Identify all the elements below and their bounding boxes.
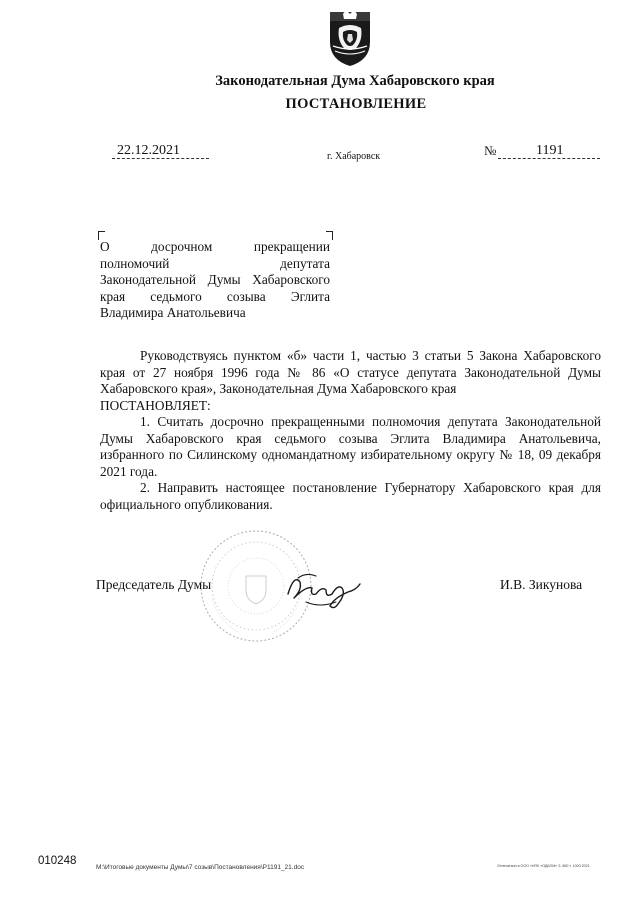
document-number: 1191 bbox=[536, 143, 564, 158]
subject-word: Владимира Анатольевича bbox=[100, 305, 246, 320]
date-underline bbox=[112, 158, 209, 159]
subject-word: седьмого bbox=[150, 288, 202, 304]
print-info: Отпечатано в ООО «НПК «ОДКОМ» З. 860 т. 1000 2021. bbox=[497, 864, 591, 868]
preamble-paragraph: Руководствуясь пунктом «б» части 1, частью 3 статьи 5 Закона Хабаровского края от 27 ноября 1996 года № 86 «О статусе депутата Законодательной Думы Хабаровского края», Законодательная Дума Хабаровского края bbox=[100, 348, 601, 396]
subject-word: края bbox=[100, 288, 126, 304]
subject-line bbox=[100, 239, 330, 256]
document-body bbox=[100, 348, 601, 513]
subject-word: Эглита bbox=[290, 288, 331, 304]
document-date: 22.12.2021 bbox=[117, 143, 180, 158]
subject-word: Законодательной Думы Хабаровского bbox=[100, 272, 330, 287]
subject-word: досрочном bbox=[151, 239, 213, 254]
document-subject bbox=[100, 239, 330, 322]
resolution-item-2: 2. Направить настоящее постановление Губернатору Хабаровского края для официального опубликования. bbox=[100, 480, 601, 512]
subject-line bbox=[100, 256, 330, 273]
page-code: 010248 bbox=[38, 855, 77, 867]
signature-position: Председатель Думы bbox=[96, 577, 212, 592]
number-underline bbox=[498, 158, 600, 159]
resolves-heading: ПОСТАНОВЛЯЕТ: bbox=[100, 397, 211, 413]
subject-line bbox=[100, 272, 330, 289]
document-city: г. Хабаровск bbox=[327, 151, 381, 162]
signer-name: И.В. Зикунова bbox=[500, 577, 583, 592]
subject-word: О bbox=[100, 239, 110, 254]
file-path: M:\Итоговые документы Думы\7 созыв\Постановления\P1191_21.doc bbox=[96, 864, 305, 871]
number-sign: № bbox=[484, 143, 497, 158]
coat-of-arms-icon bbox=[326, 6, 374, 68]
subject-word: созыва bbox=[226, 288, 266, 304]
subject-word: депутата bbox=[280, 255, 330, 271]
subject-word: полномочий bbox=[100, 255, 170, 271]
handwritten-signature bbox=[276, 564, 368, 612]
document-type: ПОСТАНОВЛЕНИЕ bbox=[285, 96, 427, 112]
subject-line bbox=[100, 305, 330, 322]
subject-line bbox=[100, 289, 330, 306]
organization-name: Законодательная Дума Хабаровского края bbox=[215, 73, 495, 89]
resolution-item-1: 1. Считать досрочно прекращенными полномочия депутата Законодательной Думы Хабаровского края седьмого созыва Эглита Владимира Анатольевича, избранного по Силинскому одномандатному избирательному округу № 18, 09 декабря 2021 года. bbox=[100, 414, 601, 479]
subject-word: прекращении bbox=[253, 239, 330, 254]
